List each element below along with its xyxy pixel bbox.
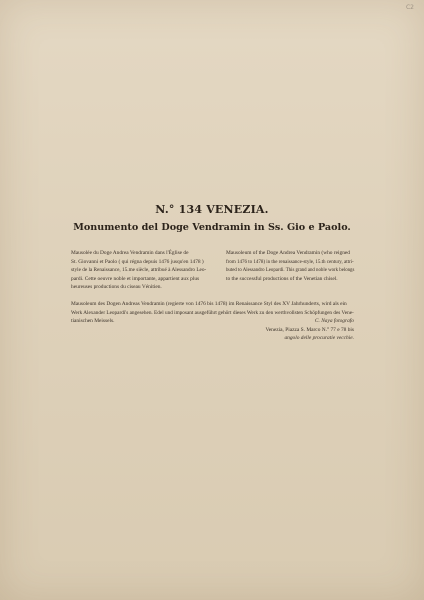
english-line: Mausoleum of the Doge Andrea Vendramin (who reigned (226, 250, 351, 256)
french-line: Mausolée du Doge Andrea Vendramin dans l'Église de (71, 250, 189, 256)
plate-subtitle: Monumento del Doge Vendramin in Ss. Gio e Paolo. (73, 222, 351, 233)
english-description (226, 249, 354, 283)
french-line: style de la Renaissance, 15.me siècle, attribué à Alessandro Leo- (71, 267, 207, 274)
plate-title: N.° 134 VENEZIA. (155, 203, 269, 216)
french-line: pardi. Cette oeuvre noble et importante, appartient aux plus (71, 275, 200, 282)
english-line: from 1476 to 1478) in the renaissance-style, 15.th century, attri- (226, 258, 354, 265)
french-line: heureuses productions du ciseau Vénitien. (71, 284, 162, 291)
german-line: Werk Alexander Leopardi's angesehen. Edel und imposant ausgeführt gehört dieses Werk zu den werthvollsten Schöpfungen des Vene- (71, 309, 354, 316)
photographer-credit (226, 317, 354, 343)
english-line: to the successful productions of the Venetian chisel. (226, 275, 338, 282)
photographer-address: Venezia, Piazza S. Marco N.° 77 e 78 bis (265, 326, 354, 333)
french-description (71, 249, 206, 292)
pencil-mark: C2 (405, 4, 414, 11)
german-line: tianischen Meissels. (71, 318, 115, 325)
english-line: buted to Alessandro Leopardi. This grand and noble work belongs (226, 267, 355, 274)
german-line: Mausoleum des Dogen Andreas Vendramin (regierte von 1476 bis 1478) im Renaissance Styl des XV Jahrhunderts, wird als ein (71, 301, 347, 307)
french-line: St. Giovanni et Paolo ( qui régna depuis 1476 jusqu'en 1478 ) (71, 258, 204, 265)
photographer-location: angolo delle procuratie vecchie. (284, 335, 354, 342)
photographer-name: C. Naya fotografo (314, 318, 354, 324)
